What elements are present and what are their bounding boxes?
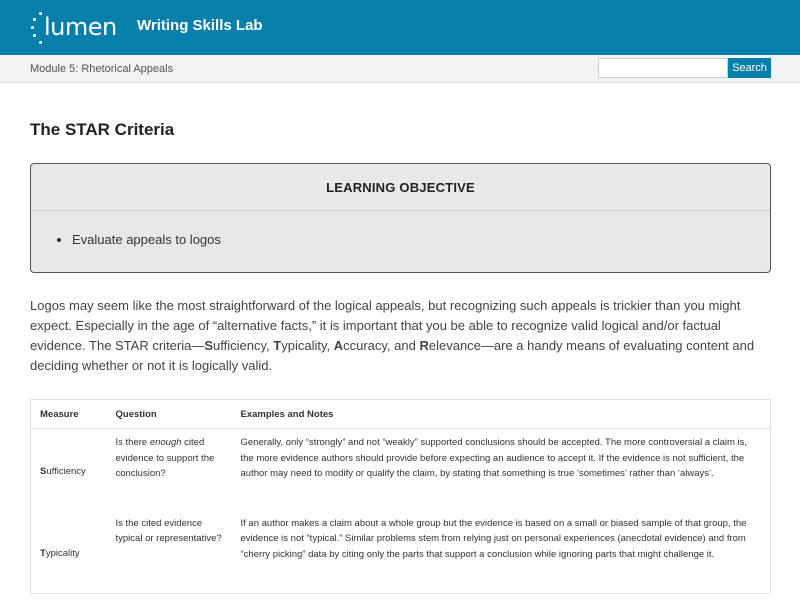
question-cell — [107, 514, 232, 594]
site-title-link[interactable]: Writing Skills Lab — [137, 17, 263, 34]
star-letter-r: R — [419, 338, 429, 353]
column-header-question: Question — [107, 400, 232, 429]
logo-dot — [33, 34, 36, 37]
site-header — [0, 0, 800, 55]
question-text: cited evidence to support the conclusion? — [115, 437, 215, 479]
table-row — [31, 514, 771, 594]
star-letter-s: S — [204, 338, 214, 353]
intro-text: ufficiency, — [213, 338, 274, 353]
star-criteria-table — [30, 399, 771, 594]
measure-cell — [31, 429, 107, 514]
intro-text: ccuracy, and — [343, 338, 420, 353]
notes-cell: If an author makes a claim about a whole group but the evidence is based on a small or biased sample of that group, the evidence is not “typical.” Similar problems stem from relying just on personal experiences (anecdotal evidence) and from “cherry picking” data by citing only the parts that support a conclusion while ignoring parts that might challenge it. — [240, 517, 747, 560]
logo-dot — [33, 18, 36, 21]
intro-text: Logos may seem like the most straightforward of the logical appeals, but recognizing such appeals is trickier than you might expect. Especially in the age of “alternative facts,” it is important that you be able to recognize valid logical and/or factual evidence. The STAR criteria— — [30, 298, 741, 353]
lumen-logo[interactable] — [30, 10, 117, 46]
column-header-measure: Measure — [31, 400, 107, 429]
table-header-row — [31, 400, 771, 429]
page-title: The STAR Criteria — [30, 120, 175, 139]
intro-text: ypicality, — [281, 338, 334, 353]
measure-rest: ypicality — [45, 547, 80, 559]
measure-letter: S — [40, 465, 47, 477]
question-text: Is there — [115, 437, 150, 448]
learning-objective-list — [31, 211, 770, 247]
question-text: Is the cited evidence typical or representative? — [115, 517, 222, 544]
logo-text: lumen — [44, 13, 117, 41]
breadcrumb[interactable]: Module 5: Rhetorical Appeals — [30, 63, 174, 75]
intro-paragraph — [30, 296, 775, 376]
search-input[interactable] — [598, 58, 728, 78]
notes-cell: Generally, only “strongly” and not “weakly” supported conclusions should be accepted. The more controversial a claim is, the more evidence authors should provide before expecting an audience to accept it. If the evidence is not sufficient, the author may need to modify or qualify the claim, by stating that something is true ‘sometimes’ rather than ‘always’. — [240, 437, 748, 479]
question-cell — [107, 429, 232, 514]
table-row — [31, 429, 771, 514]
star-letter-a: A — [333, 338, 344, 353]
intro-text: elevance—are a handy means of evaluating content and deciding whether or not it is logically valid. — [30, 338, 755, 373]
logo-dot — [39, 12, 42, 15]
search-button[interactable]: Search — [728, 58, 771, 78]
column-header-notes: Examples and Notes — [232, 400, 771, 429]
logo-dot — [39, 41, 42, 44]
logo-dot — [31, 26, 34, 29]
module-bar — [0, 55, 800, 83]
question-emphasis: enough — [149, 437, 182, 448]
measure-rest: ufficiency — [46, 465, 86, 477]
learning-objective-box — [30, 163, 771, 273]
learning-objective-item: • Evaluate appeals to logos — [72, 232, 770, 247]
measure-letter: T — [40, 547, 46, 559]
star-letter-t: T — [273, 338, 282, 353]
learning-objective-heading: LEARNING OBJECTIVE — [31, 164, 770, 211]
measure-cell — [31, 514, 107, 594]
